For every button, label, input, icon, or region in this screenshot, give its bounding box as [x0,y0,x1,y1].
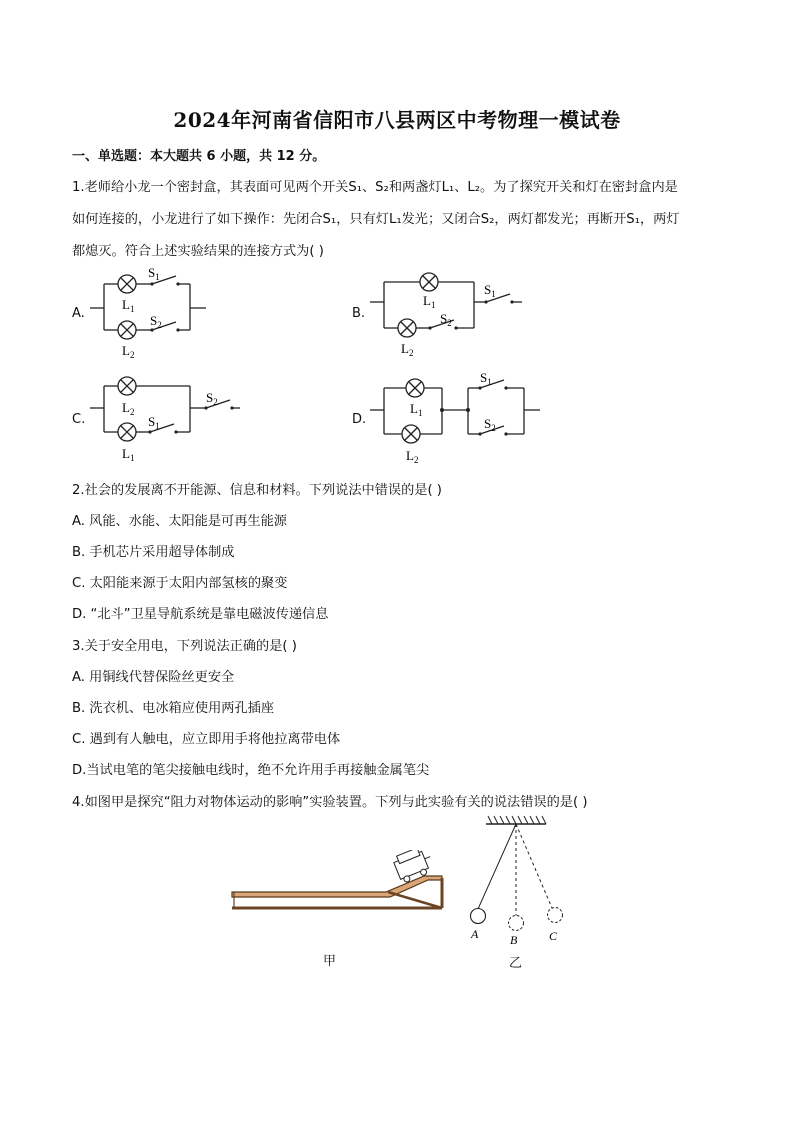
section-heading: 一、单选题：本大题共 6 小题，共 12 分。 [72,149,326,164]
q1-option-c-label[interactable]: C. [72,412,86,427]
circuit-diagram-a [90,262,220,362]
figure-yi-label: 乙 [509,956,523,971]
q3-stem: 3.关于安全用电，下列说法正确的是( ) [72,639,297,654]
svg-text:L2: $L_2$ [122,400,135,417]
q1-stem-line2: 如何连接的，小龙进行了如下操作：先闭合S₁，只有灯L₁发光；又闭合S₂，两灯都发光；再断开S₁，两灯 [72,212,680,227]
circuit-diagram-b [370,266,530,362]
svg-text:S2: $S_2$ [206,390,218,407]
svg-text:S2: $S_2$ [484,416,496,433]
svg-text:S2: $S_2$ [440,311,452,328]
q1-stem-line3: 都熄灭。符合上述实验结果的连接方式为( ) [72,244,324,259]
pendulum-label-a: A [471,927,479,941]
figure-jia-label: 甲 [323,954,337,969]
pendulum-label-c: C [549,929,558,943]
circuit-diagram-d [370,368,545,468]
label-s2: $S_2$ [150,313,162,330]
page-title: 2024年河南省信阳市八县两区中考物理一模试卷 [173,108,621,132]
q2-option-d[interactable]: D. “北斗”卫星导航系统是靠电磁波传递信息 [72,607,329,622]
label-s1: $S_1$ [148,265,160,282]
q1-stem-line1: 1.老师给小龙一个密封盒，其表面可见两个开关S₁、S₂和两盏灯L₁、L₂。为了探究开关和灯在密封盒内是 [72,180,678,195]
svg-text:S1: $S_1$ [484,282,496,299]
label-l1: $L_1$ [122,297,135,314]
svg-text:L1: $L_1$ [410,401,423,418]
q4-stem: 4.如图甲是探究“阻力对物体运动的影响”实验装置。下列与此实验有关的说法错误的是( ) [72,795,588,810]
pendulum-label-b: B [510,933,518,947]
figure-yi-pendulum [460,812,570,947]
svg-text:S1: $S_1$ [480,370,492,387]
q3-option-a[interactable]: A. 用铜线代替保险丝更安全 [72,670,235,685]
svg-text:L1: $L_1$ [122,446,135,463]
q2-option-a[interactable]: A. 风能、水能、太阳能是可再生能源 [72,514,287,529]
label-l2: $L_2$ [122,343,135,360]
q1-option-a-label[interactable]: A. [72,306,85,321]
q3-option-d[interactable]: D.当试电笔的笔尖接触电线时，绝不允许用手再接触金属笔尖 [72,763,430,778]
q3-option-c[interactable]: C. 遇到有人触电，应立即用手将他拉离带电体 [72,732,341,747]
q1-option-b-label[interactable]: B. [352,306,366,321]
q2-option-b[interactable]: B. 手机芯片采用超导体制成 [72,545,235,560]
svg-text:L2: $L_2$ [406,448,419,465]
q2-option-c[interactable]: C. 太阳能来源于太阳内部氢核的聚变 [72,576,288,591]
svg-text:L2: $L_2$ [401,341,414,358]
q2-stem: 2.社会的发展离不开能源、信息和材料。下列说法中错误的是( ) [72,483,442,498]
figure-jia-incline [228,850,448,930]
svg-text:L1: $L_1$ [423,293,436,310]
circuit-diagram-c [90,372,250,468]
svg-text:S1: $S_1$ [148,414,160,431]
q1-option-d-label[interactable]: D. [352,412,367,427]
q3-option-b[interactable]: B. 洗衣机、电冰箱应使用两孔插座 [72,701,275,716]
